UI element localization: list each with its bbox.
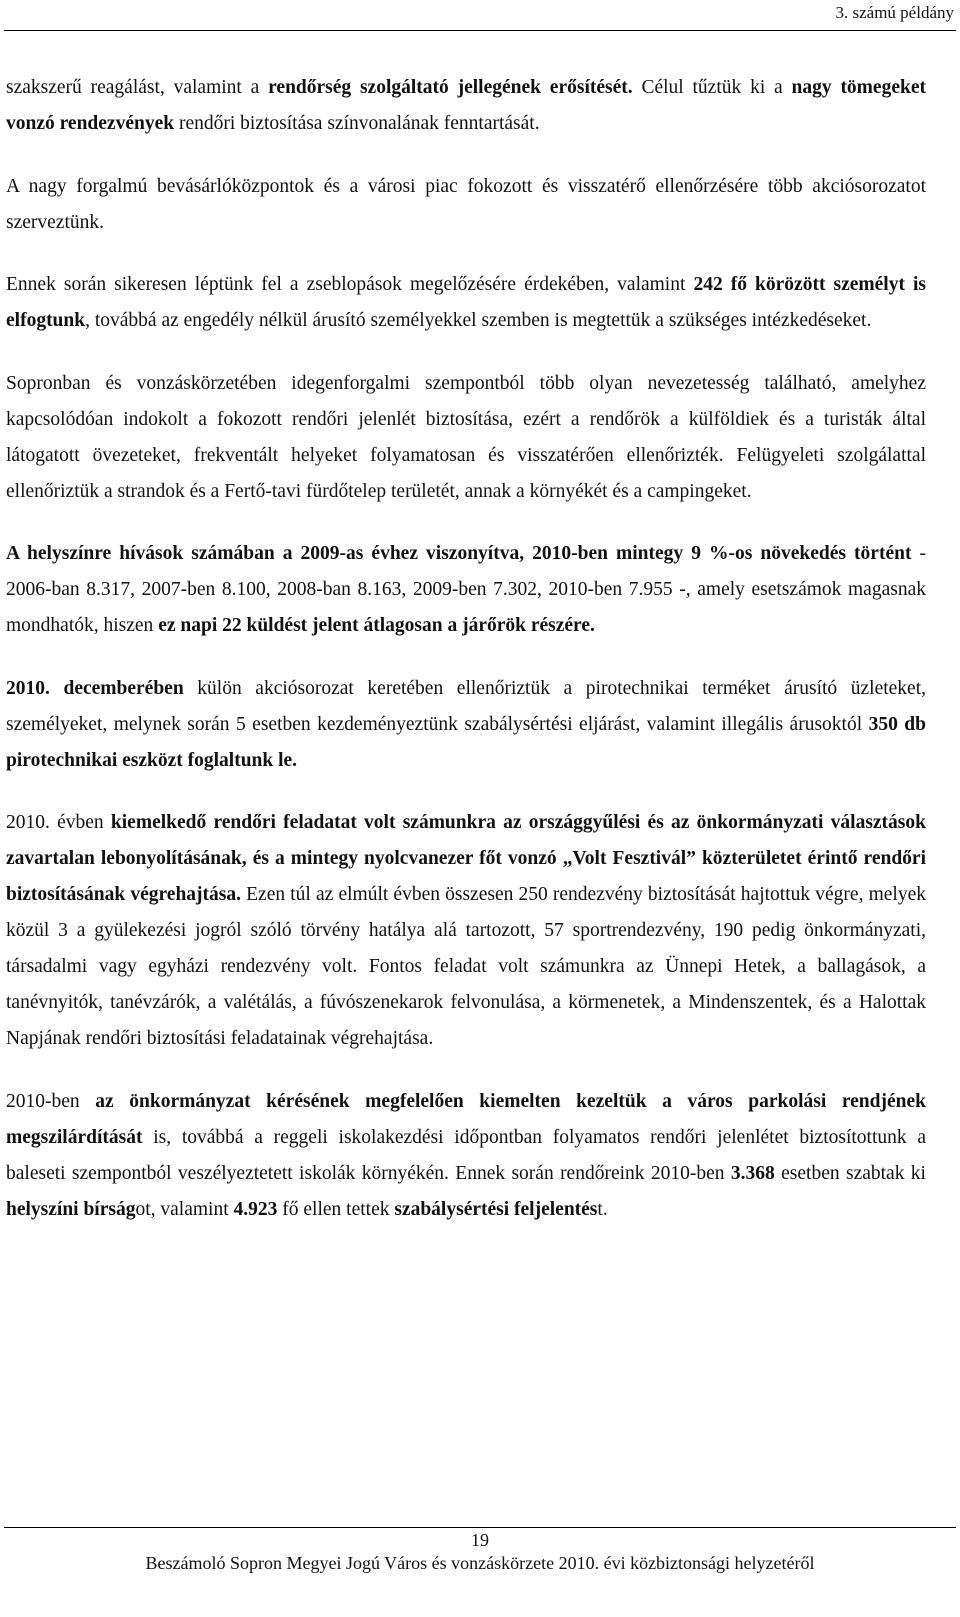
bold-text-run: 3.368	[730, 1162, 775, 1184]
body-paragraph	[6, 366, 926, 510]
text-run: 2010-ben	[6, 1090, 96, 1112]
text-run: is, továbbá a reggeli iskolakezdési időpontban folyamatos rendőri jelenlétet biztosítottunk a baleseti szempontból veszélyeztetett iskolák környékén. Ennek során rendőreink 2010-ben	[6, 1126, 926, 1184]
text-run: , továbbá az engedély nélkül árusító személyekkel szemben is megtettük a szükséges intézkedéseket.	[85, 310, 872, 331]
text-run: Ennek során sikeresen léptünk fel a zseblopások megelőzésére érdekében, valamint	[6, 274, 694, 295]
bold-text-run: ez napi 22 küldést jelent átlagosan a járőrök részére.	[158, 615, 595, 636]
document-body	[6, 70, 926, 1254]
text-run: külön akciósorozat keretében ellenőriztük a pirotechnikai terméket árusító üzleteket, személyeket, melynek során 5 esetben kezdeményeztünk szabálysértési eljárást, valamint illegális árusoktól	[6, 677, 926, 735]
text-run: - 2006-ban 8.317, 2007-ben 8.100, 2008-ban 8.163, 2009-ben 7.302, 2010-ben 7.955 -, amely esetszámok magasnak mondhatók, hiszen	[6, 543, 927, 636]
text-run: Ezen túl az elmúlt évben összesen 250 rendezvény biztosítását hajtottuk végre, melyek közül 3 a gyülekezési jogról szóló törvény hatálya alá tartozott, 57 sportrendezvény, 190 pedig önkormányzati, társadalmi vagy egyházi rendezvény volt. Fontos feladat volt számunkra az Ünnepi Hetek, a ballagások, a tanévnyitók, tanévzárók, a valétálás, a fúvószenekarok felvonulása, a körmenetek, a Mindenszentek, és a Halottak Napjának rendőri biztosítási feladatainak végrehajtása.	[6, 884, 926, 1049]
page-header: 3. számú példány	[835, 3, 954, 22]
bold-text-run: nagy tömegeket vonzó rendezvények	[6, 77, 926, 134]
footer-divider	[4, 1527, 956, 1528]
body-paragraph	[6, 169, 926, 241]
page-number: 19	[471, 1530, 489, 1550]
bold-text-run: szabálysértési feljelentés	[394, 1198, 598, 1220]
footer-title: Beszámoló Sopron Megyei Jogú Város és vonzáskörzete 2010. évi közbiztonsági helyzetéről	[145, 1553, 815, 1573]
text-run: esetben szabtak ki	[774, 1162, 926, 1184]
body-paragraph	[6, 70, 926, 142]
bold-text-run: az önkormányzat kérésének megfelelően kiemelten kezeltük a város parkolási rendjének megszilárdítását	[6, 1090, 926, 1148]
bold-text-run: rendőrség szolgáltató jellegének erősítését.	[268, 77, 633, 98]
body-paragraph	[6, 1084, 926, 1228]
bold-text-run: kiemelkedő rendőri feladatat volt számunkra az országgyűlési és az önkormányzati választások zavartalan lebonyolításának, és a mintegy nyolcvanezer főt vonzó „Volt Fesztivál” közterületet érintő rendőri biztosításának végrehajtása.	[6, 812, 926, 905]
body-paragraph	[6, 267, 926, 339]
bold-text-run: 4.923	[233, 1198, 278, 1220]
bold-text-run: helyszíni bírság	[6, 1198, 136, 1220]
text-run: rendőri biztosítása színvonalának fenntartását.	[174, 113, 540, 134]
bold-text-run: A helyszínre hívások számában a 2009-as évhez viszonyítva, 2010-ben mintegy 9 %-os növekedés történt	[6, 543, 912, 564]
body-paragraph	[6, 805, 926, 1057]
text-run: szakszerű reagálást, valamint a	[6, 77, 269, 98]
bold-text-run: 242 fő körözött személyt is elfogtunk	[6, 274, 927, 331]
bold-text-run: 350 db pirotechnikai eszközt foglaltunk le.	[6, 713, 926, 771]
text-run: fő ellen tettek	[277, 1198, 395, 1220]
text-run: A nagy forgalmú bevásárlóközpontok és a városi piac fokozott és visszatérő ellenőrzésére több akciósorozatot szerveztünk.	[6, 175, 926, 233]
body-paragraph	[6, 536, 926, 644]
body-paragraph	[6, 671, 926, 779]
bold-text-run: 2010. decemberében	[6, 677, 184, 699]
header-divider	[4, 30, 956, 31]
text-run: ot, valamint	[135, 1198, 234, 1220]
text-run: Sopronban és vonzáskörzetében idegenforgalmi szempontból több olyan nevezetesség található, amelyhez kapcsolódóan indokolt a fokozott rendőri jelenlét biztosítása, ezért a rendőrök a külföldiek és a turisták által látogatott övezeteket, frekventált helyeket folyamatosan és visszatérően ellenőrizték. Felügyeleti szolgálattal ellenőriztük a strandok és a Fertő-tavi fürdőtelep területét, annak a környékét és a campingeket.	[6, 372, 926, 502]
text-run: Célul tűztük ki a	[632, 77, 792, 98]
text-run: 2010. évben	[6, 812, 111, 833]
text-run: t.	[597, 1198, 608, 1220]
